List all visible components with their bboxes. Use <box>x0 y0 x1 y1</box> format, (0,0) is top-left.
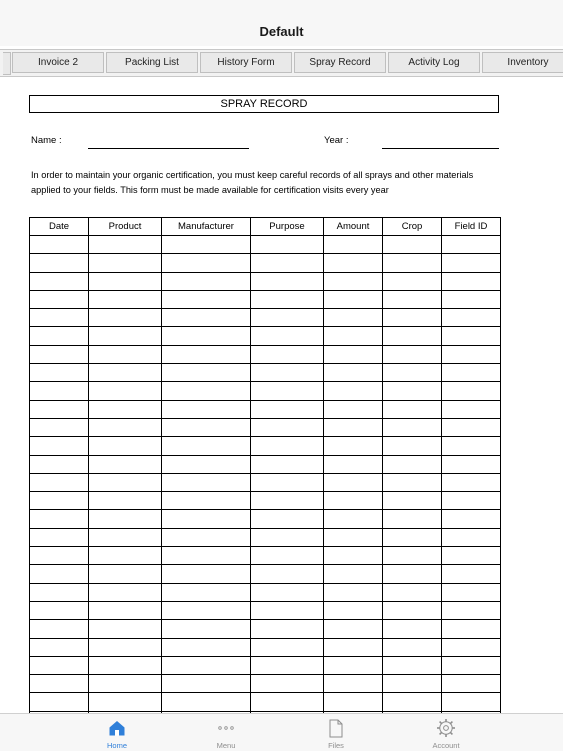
cell-date[interactable] <box>30 547 89 565</box>
table-row <box>30 656 501 674</box>
cell-crop[interactable] <box>383 382 442 400</box>
table-header-row <box>30 218 501 236</box>
column-header-amount: Amount <box>324 218 383 236</box>
table-row <box>30 400 501 418</box>
cell-crop[interactable] <box>383 693 442 711</box>
cell-date[interactable] <box>30 382 89 400</box>
tab-bar-home[interactable] <box>87 717 147 751</box>
cell-amount[interactable] <box>324 583 383 601</box>
cell-crop[interactable] <box>383 290 442 308</box>
table-row <box>30 309 501 327</box>
tab-bar-home-label: Home <box>106 741 127 750</box>
table-row <box>30 254 501 272</box>
cell-purpose[interactable] <box>251 492 324 510</box>
cell-amount[interactable] <box>324 364 383 382</box>
table-row <box>30 327 501 345</box>
cell-product[interactable] <box>89 455 162 473</box>
cell-product[interactable] <box>89 473 162 491</box>
cell-purpose[interactable] <box>251 583 324 601</box>
cell-manufacturer[interactable] <box>162 693 251 711</box>
cell-purpose[interactable] <box>251 236 324 254</box>
cell-crop[interactable] <box>383 437 442 455</box>
cell-amount[interactable] <box>324 400 383 418</box>
home-icon <box>106 717 128 739</box>
cell-crop[interactable] <box>383 656 442 674</box>
instructions-line-1: In order to maintain your organic certification, you must keep careful records of all sprays and other materials <box>31 170 474 180</box>
cell-crop[interactable] <box>383 473 442 491</box>
cell-date[interactable] <box>30 675 89 693</box>
cell-field-id[interactable] <box>442 455 501 473</box>
cell-manufacturer[interactable] <box>162 455 251 473</box>
table-body <box>30 236 501 730</box>
cell-purpose[interactable] <box>251 601 324 619</box>
cell-manufacturer[interactable] <box>162 236 251 254</box>
cell-product[interactable] <box>89 364 162 382</box>
cell-date[interactable] <box>30 620 89 638</box>
cell-purpose[interactable] <box>251 547 324 565</box>
cell-product[interactable] <box>89 345 162 363</box>
table-row <box>30 236 501 254</box>
cell-manufacturer[interactable] <box>162 675 251 693</box>
cell-purpose[interactable] <box>251 656 324 674</box>
cell-product[interactable] <box>89 254 162 272</box>
cell-amount[interactable] <box>324 601 383 619</box>
table-row <box>30 345 501 363</box>
table-row <box>30 528 501 546</box>
cell-amount[interactable] <box>324 528 383 546</box>
cell-date[interactable] <box>30 327 89 345</box>
table-row <box>30 620 501 638</box>
table-row <box>30 638 501 656</box>
cell-manufacturer[interactable] <box>162 327 251 345</box>
cell-amount[interactable] <box>324 455 383 473</box>
cell-amount[interactable] <box>324 510 383 528</box>
table-row <box>30 565 501 583</box>
cell-crop[interactable] <box>383 400 442 418</box>
cell-crop[interactable] <box>383 455 442 473</box>
spray-record-table <box>29 217 501 730</box>
cell-amount[interactable] <box>324 254 383 272</box>
cell-field-id[interactable] <box>442 693 501 711</box>
cell-field-id[interactable] <box>442 492 501 510</box>
cell-purpose[interactable] <box>251 638 324 656</box>
column-header-manufacturer: Manufacturer <box>162 218 251 236</box>
cell-field-id[interactable] <box>442 528 501 546</box>
cell-amount[interactable] <box>324 656 383 674</box>
table-row <box>30 364 501 382</box>
cell-date[interactable] <box>30 400 89 418</box>
cell-date[interactable] <box>30 528 89 546</box>
cell-field-id[interactable] <box>442 254 501 272</box>
cell-amount[interactable] <box>324 620 383 638</box>
gear-icon <box>435 717 457 739</box>
cell-field-id[interactable] <box>442 290 501 308</box>
table-row <box>30 492 501 510</box>
cell-field-id[interactable] <box>442 272 501 290</box>
form-title: SPRAY RECORD <box>29 95 499 113</box>
cell-field-id[interactable] <box>442 236 501 254</box>
tab-activity-log[interactable]: Activity Log <box>388 52 480 73</box>
cell-product[interactable] <box>89 547 162 565</box>
cell-amount[interactable] <box>324 327 383 345</box>
cell-purpose[interactable] <box>251 565 324 583</box>
cell-date[interactable] <box>30 510 89 528</box>
tab-inventory[interactable]: Inventory <box>482 52 563 73</box>
cell-crop[interactable] <box>383 528 442 546</box>
cell-amount[interactable] <box>324 693 383 711</box>
table-row <box>30 675 501 693</box>
cell-field-id[interactable] <box>442 638 501 656</box>
cell-field-id[interactable] <box>442 656 501 674</box>
cell-field-id[interactable] <box>442 437 501 455</box>
tab-bar-files-label: Files <box>328 741 344 750</box>
cell-product[interactable] <box>89 309 162 327</box>
cell-crop[interactable] <box>383 638 442 656</box>
table-row <box>30 547 501 565</box>
cell-amount[interactable] <box>324 638 383 656</box>
cell-amount[interactable] <box>324 492 383 510</box>
cell-product[interactable] <box>89 382 162 400</box>
cell-date[interactable] <box>30 638 89 656</box>
cell-crop[interactable] <box>383 236 442 254</box>
cell-amount[interactable] <box>324 272 383 290</box>
cell-date[interactable] <box>30 418 89 436</box>
cell-manufacturer[interactable] <box>162 272 251 290</box>
cell-product[interactable] <box>89 656 162 674</box>
cell-date[interactable] <box>30 473 89 491</box>
table-row <box>30 510 501 528</box>
cell-product[interactable] <box>89 583 162 601</box>
cell-date[interactable] <box>30 345 89 363</box>
table-row <box>30 382 501 400</box>
tab-previous-edge[interactable] <box>3 52 11 75</box>
cell-purpose[interactable] <box>251 510 324 528</box>
cell-date[interactable] <box>30 272 89 290</box>
cell-amount[interactable] <box>324 236 383 254</box>
cell-field-id[interactable] <box>442 510 501 528</box>
cell-product[interactable] <box>89 327 162 345</box>
table-row <box>30 455 501 473</box>
cell-product[interactable] <box>89 675 162 693</box>
table-row <box>30 473 501 491</box>
cell-date[interactable] <box>30 583 89 601</box>
cell-date[interactable] <box>30 309 89 327</box>
cell-field-id[interactable] <box>442 418 501 436</box>
cell-amount[interactable] <box>324 473 383 491</box>
cell-field-id[interactable] <box>442 364 501 382</box>
cell-purpose[interactable] <box>251 473 324 491</box>
cell-purpose[interactable] <box>251 620 324 638</box>
cell-manufacturer[interactable] <box>162 620 251 638</box>
year-label: Year : <box>324 135 349 146</box>
cell-field-id[interactable] <box>442 400 501 418</box>
year-field[interactable] <box>382 148 499 149</box>
cell-field-id[interactable] <box>442 327 501 345</box>
cell-purpose[interactable] <box>251 327 324 345</box>
cell-crop[interactable] <box>383 583 442 601</box>
cell-field-id[interactable] <box>442 620 501 638</box>
cell-product[interactable] <box>89 510 162 528</box>
cell-crop[interactable] <box>383 364 442 382</box>
cell-amount[interactable] <box>324 437 383 455</box>
cell-purpose[interactable] <box>251 272 324 290</box>
cell-crop[interactable] <box>383 601 442 619</box>
cell-crop[interactable] <box>383 345 442 363</box>
cell-manufacturer[interactable] <box>162 583 251 601</box>
tab-spray-record[interactable]: Spray Record <box>294 52 386 73</box>
table-row <box>30 290 501 308</box>
column-header-date: Date <box>30 218 89 236</box>
tab-bar-files[interactable] <box>306 717 366 751</box>
table-row <box>30 601 501 619</box>
cell-purpose[interactable] <box>251 309 324 327</box>
cell-date[interactable] <box>30 601 89 619</box>
cell-field-id[interactable] <box>442 565 501 583</box>
cell-field-id[interactable] <box>442 601 501 619</box>
cell-product[interactable] <box>89 418 162 436</box>
cell-manufacturer[interactable] <box>162 565 251 583</box>
cell-purpose[interactable] <box>251 364 324 382</box>
cell-date[interactable] <box>30 455 89 473</box>
page-title: Default <box>259 23 304 39</box>
cell-manufacturer[interactable] <box>162 345 251 363</box>
table-row <box>30 693 501 711</box>
cell-crop[interactable] <box>383 547 442 565</box>
cell-field-id[interactable] <box>442 547 501 565</box>
cell-field-id[interactable] <box>442 345 501 363</box>
tab-bar-account-label: Account <box>432 741 460 750</box>
tab-bar-menu-label: Menu <box>216 741 236 750</box>
cell-product[interactable] <box>89 638 162 656</box>
cell-amount[interactable] <box>324 382 383 400</box>
cell-field-id[interactable] <box>442 309 501 327</box>
cell-date[interactable] <box>30 290 89 308</box>
cell-crop[interactable] <box>383 309 442 327</box>
table-row <box>30 272 501 290</box>
cell-amount[interactable] <box>324 547 383 565</box>
cell-manufacturer[interactable] <box>162 437 251 455</box>
cell-manufacturer[interactable] <box>162 418 251 436</box>
column-header-crop: Crop <box>383 218 442 236</box>
template-tab-strip[interactable] <box>0 49 563 77</box>
cell-product[interactable] <box>89 400 162 418</box>
cell-manufacturer[interactable] <box>162 473 251 491</box>
cell-purpose[interactable] <box>251 290 324 308</box>
cell-crop[interactable] <box>383 675 442 693</box>
cell-product[interactable] <box>89 437 162 455</box>
more-dots-icon <box>215 717 237 739</box>
cell-amount[interactable] <box>324 290 383 308</box>
navigation-bar <box>0 0 563 46</box>
tab-invoice-2[interactable]: Invoice 2 <box>12 52 104 73</box>
cell-crop[interactable] <box>383 254 442 272</box>
cell-manufacturer[interactable] <box>162 528 251 546</box>
cell-date[interactable] <box>30 565 89 583</box>
cell-date[interactable] <box>30 693 89 711</box>
cell-amount[interactable] <box>324 309 383 327</box>
instructions-text <box>31 168 501 198</box>
column-header-purpose: Purpose <box>251 218 324 236</box>
bottom-tab-bar <box>0 713 563 751</box>
cell-field-id[interactable] <box>442 675 501 693</box>
cell-date[interactable] <box>30 656 89 674</box>
instructions-line-2: applied to your fields. This form must be made available for certification visits every year <box>31 185 389 195</box>
cell-purpose[interactable] <box>251 418 324 436</box>
cell-product[interactable] <box>89 693 162 711</box>
cell-crop[interactable] <box>383 620 442 638</box>
cell-manufacturer[interactable] <box>162 309 251 327</box>
cell-product[interactable] <box>89 528 162 546</box>
cell-manufacturer[interactable] <box>162 254 251 272</box>
cell-manufacturer[interactable] <box>162 290 251 308</box>
cell-date[interactable] <box>30 492 89 510</box>
cell-manufacturer[interactable] <box>162 638 251 656</box>
cell-crop[interactable] <box>383 272 442 290</box>
file-icon <box>325 717 347 739</box>
cell-crop[interactable] <box>383 565 442 583</box>
cell-product[interactable] <box>89 565 162 583</box>
cell-product[interactable] <box>89 620 162 638</box>
cell-purpose[interactable] <box>251 693 324 711</box>
cell-manufacturer[interactable] <box>162 364 251 382</box>
tab-packing-list[interactable]: Packing List <box>106 52 198 73</box>
cell-field-id[interactable] <box>442 473 501 491</box>
cell-amount[interactable] <box>324 418 383 436</box>
cell-field-id[interactable] <box>442 382 501 400</box>
cell-date[interactable] <box>30 364 89 382</box>
table-row <box>30 437 501 455</box>
cell-purpose[interactable] <box>251 400 324 418</box>
cell-crop[interactable] <box>383 492 442 510</box>
table-row <box>30 418 501 436</box>
cell-purpose[interactable] <box>251 345 324 363</box>
cell-product[interactable] <box>89 492 162 510</box>
cell-manufacturer[interactable] <box>162 656 251 674</box>
cell-manufacturer[interactable] <box>162 492 251 510</box>
cell-purpose[interactable] <box>251 675 324 693</box>
cell-manufacturer[interactable] <box>162 382 251 400</box>
cell-date[interactable] <box>30 254 89 272</box>
cell-amount[interactable] <box>324 675 383 693</box>
tab-bar-menu[interactable] <box>196 717 256 751</box>
cell-crop[interactable] <box>383 418 442 436</box>
cell-purpose[interactable] <box>251 437 324 455</box>
cell-amount[interactable] <box>324 565 383 583</box>
name-field[interactable] <box>88 148 249 149</box>
cell-product[interactable] <box>89 236 162 254</box>
cell-amount[interactable] <box>324 345 383 363</box>
cell-product[interactable] <box>89 272 162 290</box>
cell-manufacturer[interactable] <box>162 510 251 528</box>
cell-purpose[interactable] <box>251 254 324 272</box>
cell-crop[interactable] <box>383 327 442 345</box>
tab-history-form[interactable]: History Form <box>200 52 292 73</box>
column-header-product: Product <box>89 218 162 236</box>
cell-product[interactable] <box>89 290 162 308</box>
cell-crop[interactable] <box>383 510 442 528</box>
tab-bar-account[interactable] <box>416 717 476 751</box>
column-header-field-id: Field ID <box>442 218 501 236</box>
cell-manufacturer[interactable] <box>162 601 251 619</box>
name-label: Name : <box>31 135 62 146</box>
cell-manufacturer[interactable] <box>162 547 251 565</box>
cell-product[interactable] <box>89 601 162 619</box>
cell-date[interactable] <box>30 437 89 455</box>
cell-manufacturer[interactable] <box>162 400 251 418</box>
cell-purpose[interactable] <box>251 382 324 400</box>
cell-date[interactable] <box>30 236 89 254</box>
cell-purpose[interactable] <box>251 455 324 473</box>
cell-field-id[interactable] <box>442 583 501 601</box>
table-row <box>30 583 501 601</box>
cell-purpose[interactable] <box>251 528 324 546</box>
